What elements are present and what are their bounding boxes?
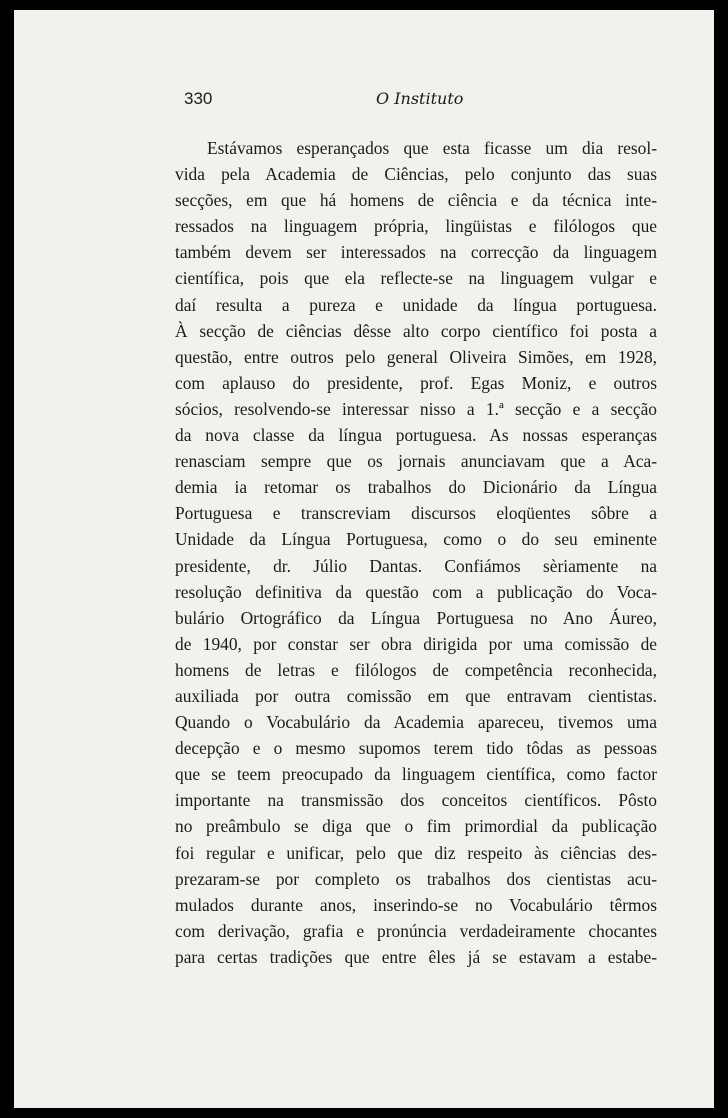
page-header (170, 89, 658, 113)
text-line: renasciam sempre que os jornais anunciavam que a Aca- (175, 451, 657, 472)
text-line: que se teem preocupado da linguagem científica, como factor (175, 764, 657, 785)
text-line: com aplauso do presidente, prof. Egas Moniz, e outros (175, 372, 657, 393)
page-number: 330 (184, 89, 213, 108)
text-line: com derivação, grafia e pronúncia verdadeiramente chocantes (175, 920, 657, 941)
text-line: Portuguesa e transcreviam discursos eloqüentes sôbre a (175, 503, 657, 524)
text-line: para certas tradições que entre êles já se estavam a estabe- (175, 946, 657, 967)
text-line: secções, em que há homens de ciência e da técnica inte- (175, 190, 657, 211)
text-line: também devem ser interessados na correcção da linguagem (175, 242, 657, 263)
text-line: Estávamos esperançados que esta ficasse um dia resol- (207, 138, 657, 158)
text-line: ressados na linguagem própria, lingüistas e filólogos que (175, 216, 657, 237)
text-line: prezaram-se por completo os trabalhos dos cientistas acu- (175, 868, 657, 889)
text-line: da nova classe da língua portuguesa. As nossas esperanças (175, 425, 657, 446)
body-text (175, 135, 657, 970)
text-line: no preâmbulo se diga que o fim primordial da publicação (175, 816, 657, 837)
text-line: foi regular e unificar, pelo que diz respeito às ciências des- (175, 842, 657, 863)
text-line: importante na transmissão dos conceitos científicos. Pôsto (175, 790, 657, 811)
text-line: decepção e o mesmo supomos terem tido tôdas as pessoas (175, 738, 657, 759)
text-line: presidente, dr. Júlio Dantas. Confiámos sèriamente na (175, 555, 657, 576)
text-line: demia ia retomar os trabalhos do Dicionário da Língua (175, 477, 657, 498)
text-line: resolução definitiva da questão com a publicação do Voca- (175, 581, 657, 602)
text-line: Quando o Vocabulário da Academia apareceu, tivemos uma (175, 712, 657, 733)
running-title: O Instituto (376, 89, 464, 108)
book-page (14, 10, 714, 1108)
text-line: bulário Ortográfico da Língua Portuguesa no Ano Áureo, (175, 607, 657, 628)
text-line: daí resulta a pureza e unidade da língua portuguesa. (175, 294, 657, 315)
text-line: mulados durante anos, inserindo-se no Vocabulário têrmos (175, 894, 657, 915)
text-line: questão, entre outros pelo general Oliveira Simões, em 1928, (175, 346, 657, 367)
text-line: científica, pois que ela reflecte-se na linguagem vulgar e (175, 268, 657, 289)
text-line: vida pela Academia de Ciências, pelo conjunto das suas (175, 164, 657, 185)
text-line: À secção de ciências dêsse alto corpo científico foi posta a (175, 320, 657, 341)
text-line: sócios, resolvendo-se interessar nisso a 1.ª secção e a secção (175, 398, 657, 419)
text-line: homens de letras e filólogos de competência reconhecida, (175, 659, 657, 680)
text-line: de 1940, por constar ser obra dirigida por uma comissão de (175, 633, 657, 654)
text-line: auxiliada por outra comissão em que entravam cientistas. (175, 685, 657, 706)
text-line: Unidade da Língua Portuguesa, como o do seu eminente (175, 529, 657, 550)
